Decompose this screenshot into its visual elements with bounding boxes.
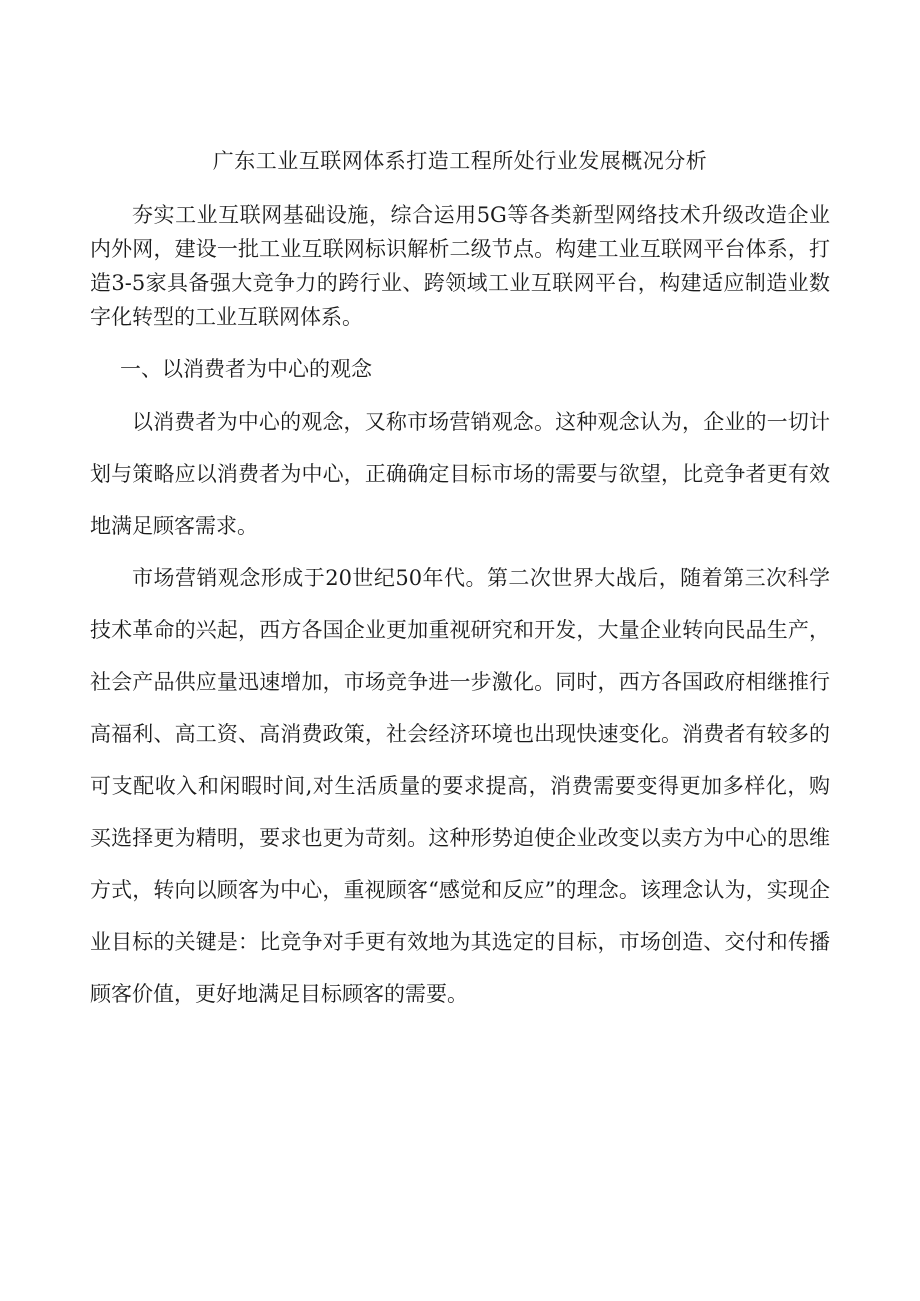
section-heading: 一、以消费者为中心的观念: [120, 357, 372, 381]
body-paragraph-1: 以消费者为中心的观念，又称市场营销观念。这种观念认为，企业的一切计划与策略应以消费者为中心，正确确定目标市场的需要与欲望，比竞争者更有效地满足顾客需求。: [90, 410, 830, 538]
intro-paragraph: 夯实工业互联网基础设施，综合运用5G等各类新型网络技术升级改造企业内外网，建设一批工业互联网标识解析二级节点。构建工业互联网平台体系，打造3-5家具备强大竞争力的跨行业、跨领域工业互联网平台，构建适应制造业数字化转型的工业互联网体系。: [90, 203, 830, 329]
document-title: 广东工业互联网体系打造工程所处行业发展概况分析: [212, 149, 708, 173]
body-paragraph-2: 市场营销观念形成于20世纪50年代。第二次世界大战后，随着第三次科学技术革命的兴起，西方各国企业更加重视研究和开发，大量企业转向民品生产，社会产品供应量迅速增加，市场竞争进一步激化。同时，西方各国政府相继推行高福利、高工资、高消费政策，社会经济环境也出现快速变化。消费者有较多的可支配收入和闲暇时间,对生活质量的要求提高，消费需要变得更加多样化，购买选择更为精明，要求也更为苛刻。这种形势迫使企业改变以卖方为中心的思维方式，转向以顾客为中心，重视顾客“感觉和反应”的理念。该理念认为，实现企业目标的关键是：比竞争对手更有效地为其选定的目标，市场创造、交付和传播顾客价值，更好地满足目标顾客的需要。: [90, 566, 830, 1006]
